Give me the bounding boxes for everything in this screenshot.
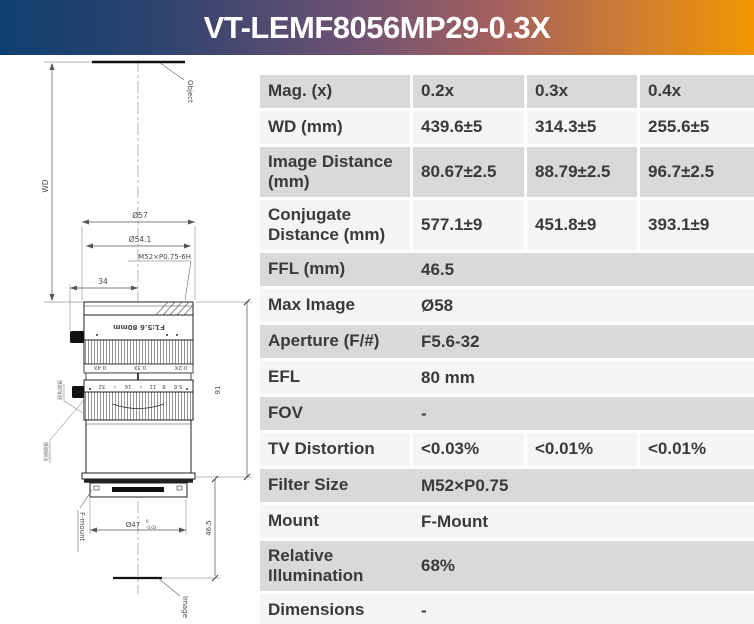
scale-dot (89, 388, 91, 390)
spec-band (260, 505, 754, 538)
aperture-lock-knob (72, 386, 84, 398)
spec-row (260, 505, 754, 538)
spec-row (260, 253, 754, 286)
spec-value: 577.1±9 (413, 200, 524, 250)
spec-row (260, 594, 754, 624)
spec-value: 0.4x (640, 75, 754, 108)
aperture-mark: 32 (98, 383, 106, 389)
lens-engraving: F1:5.6 80mm (113, 323, 165, 331)
spec-value: 68% (421, 556, 456, 575)
spec-band (260, 397, 754, 430)
spec-table (260, 75, 754, 624)
aperture-lock-leader (50, 400, 84, 463)
aperture-mark: 8 (162, 383, 166, 389)
header-banner (0, 0, 754, 55)
spec-band (260, 253, 754, 286)
thread-leader-line (128, 261, 191, 300)
spec-value: <0.01% (527, 433, 637, 466)
spec-label: TV Distortion (260, 433, 410, 466)
image-label: Image (181, 596, 189, 618)
spec-row (260, 469, 754, 502)
aperture-mark: ∘ (113, 383, 117, 389)
spec-value: 255.6±5 (640, 111, 754, 144)
focus-ring-knurl (84, 340, 193, 364)
lower-barrel (86, 420, 191, 473)
spec-row (260, 75, 754, 108)
mag-mark: 0.2X (174, 364, 188, 370)
filter-thread-label: M52×P0.75-6H (138, 253, 191, 261)
spec-value: 0.3x (527, 75, 637, 108)
spec-row (260, 361, 754, 394)
focus-lock-knob (70, 331, 84, 343)
spec-row (260, 111, 754, 144)
spec-band (260, 541, 754, 591)
spec-value: 96.7±2.5 (640, 147, 754, 197)
dim91-label: 91 (214, 385, 222, 395)
spec-row (260, 541, 754, 591)
d541-dim-label: Ø54.1 (128, 235, 152, 244)
spec-row (260, 147, 754, 197)
spec-value: 0.2x (413, 75, 524, 108)
spec-band (260, 361, 754, 394)
spec-value: 80.67±2.5 (413, 147, 524, 197)
spec-label: Image Distance (mm) (260, 147, 410, 197)
spec-label: Aperture (F/#) (268, 331, 380, 351)
spec-value: F5.6-32 (421, 331, 480, 351)
spec-row (260, 325, 754, 358)
spec-value: 88.79±2.5 (527, 147, 637, 197)
spec-value: - (421, 403, 427, 423)
mount-contact-strip (112, 487, 164, 492)
spec-row (260, 433, 754, 466)
aperture-mark: 11 (149, 383, 157, 389)
spec-value: <0.03% (413, 433, 524, 466)
scale-dot (186, 388, 188, 390)
ring-dot (96, 334, 98, 336)
spec-band (260, 289, 754, 322)
spec-value: <0.01% (640, 433, 754, 466)
spec-row (260, 200, 754, 250)
spec-row (260, 289, 754, 322)
spec-value: 439.6±5 (413, 111, 524, 144)
aperture-mark: 5.6 (173, 383, 183, 389)
spec-band (260, 594, 754, 624)
image-leader-line (158, 578, 180, 596)
page-title: VT-LEMF8056MP29-0.3X (203, 9, 551, 45)
spec-label: Relative Illumination (268, 545, 364, 585)
aperture-ring-knurl (84, 392, 193, 420)
dim465-label: 46.5 (205, 520, 213, 536)
aperture-mark: ∘ (139, 383, 143, 389)
spec-label: Dimensions (268, 600, 365, 620)
d47-tolerance-upper: 0 (146, 519, 149, 524)
d47-dim-label: Ø47 (125, 521, 141, 529)
spec-label: Filter Size (268, 475, 349, 495)
lens-hood-section (84, 302, 193, 315)
spec-label: Mag. (x) (260, 75, 410, 108)
mount-lug (94, 486, 99, 490)
spec-value: F-Mount (421, 511, 489, 531)
spec-label: EFL (268, 367, 301, 387)
mag-mark: 0.3X (133, 364, 147, 370)
dim34-label: 34 (98, 277, 108, 286)
spec-label: FOV (268, 403, 303, 423)
object-label: Object (186, 80, 194, 103)
ring-dot (176, 334, 178, 336)
spec-label: WD (mm) (260, 111, 410, 144)
object-leader-line (160, 63, 184, 80)
ring-dot (166, 334, 168, 336)
spec-value: - (421, 600, 427, 620)
focus-lock-label: 调焦锁紧 (58, 379, 64, 400)
wd-label: WD (41, 179, 50, 193)
spec-value: 393.1±9 (640, 200, 754, 250)
spec-band (260, 325, 754, 358)
spec-value: Ø58 (421, 295, 454, 315)
spec-value: 314.3±5 (527, 111, 637, 144)
mount-flange (82, 473, 195, 479)
spec-label: Conjugate Distance (mm) (260, 200, 410, 250)
spec-label: Mount (268, 511, 319, 531)
d47-tolerance-lower: -0.03 (146, 525, 157, 530)
aperture-lock-label: 光圈锁紧 (44, 441, 50, 462)
spec-value: 80 mm (421, 367, 475, 387)
aperture-mark: 16 (124, 383, 132, 389)
spec-value: 451.8±9 (527, 200, 637, 250)
spec-value: 46.5 (421, 259, 455, 279)
spec-band (260, 469, 754, 502)
spec-row (260, 397, 754, 430)
fmount-label: F-mount (78, 512, 86, 542)
lens-technical-drawing (0, 55, 260, 624)
dim91-extensions (196, 302, 252, 477)
d57-dim-label: Ø57 (132, 211, 148, 220)
mount-lug (177, 486, 182, 490)
spec-label: Max Image (268, 295, 355, 315)
spec-label: FFL (mm) (268, 259, 346, 279)
mag-mark: 0.4X (93, 364, 107, 370)
spec-value: M52×P0.75 (421, 475, 509, 495)
